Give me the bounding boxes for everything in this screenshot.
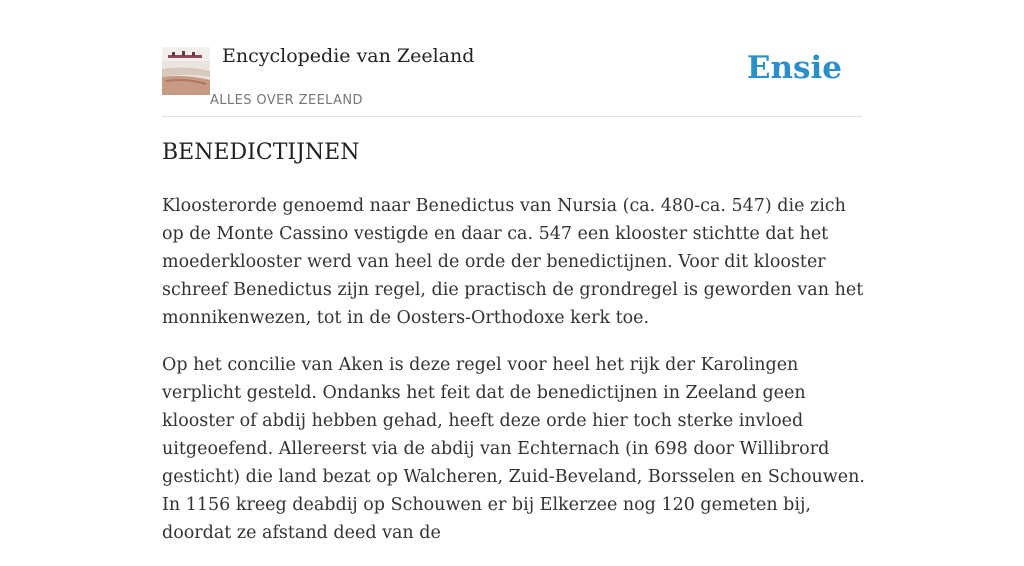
article-paragraph: Op het concilie van Aken is deze regel voor heel het rijk der Karolingen verplicht gesteld. Ondanks het feit dat de benedictijnen in Zeeland geen klooster of abdij hebben gehad, heeft deze orde hier toch sterke invloed uitgeoefend. Allereerst via de abdij van Echternach (in 698 door Willibrord gesticht) die land bezat op Walcheren, Zuid-Beveland, Borsselen en Schouwen. In 1156 kreeg deabdij op Schouwen er bij Elkerzee nog 120 gemeten bij, doordat ze afstand deed van de <box>162 355 865 543</box>
article-paragraph: Kloosterorde genoemd naar Benedictus van Nursia (ca. 480-ca. 547) die zich op de Monte Cassino vestigde en daar ca. 547 een klooster stichtte dat het moederklooster werd van heel de orde der benedictijnen. Voor dit klooster schreef Benedictus zijn regel, die practisch de grondregel is geworden van het monnikenwezen, tot in de Oosters-Orthodoxe kerk toe. <box>162 196 864 328</box>
site-title[interactable]: Encyclopedie van Zeeland <box>222 45 475 67</box>
article-body <box>162 192 872 566</box>
avatar-image <box>162 47 210 95</box>
ensie-logo[interactable]: Ensie <box>746 50 842 86</box>
site-subtitle: ALLES OVER ZEELAND <box>210 93 363 108</box>
article-title: BENEDICTIJNEN <box>162 140 360 165</box>
site-header <box>162 40 862 117</box>
site-avatar-icon[interactable] <box>162 47 210 95</box>
